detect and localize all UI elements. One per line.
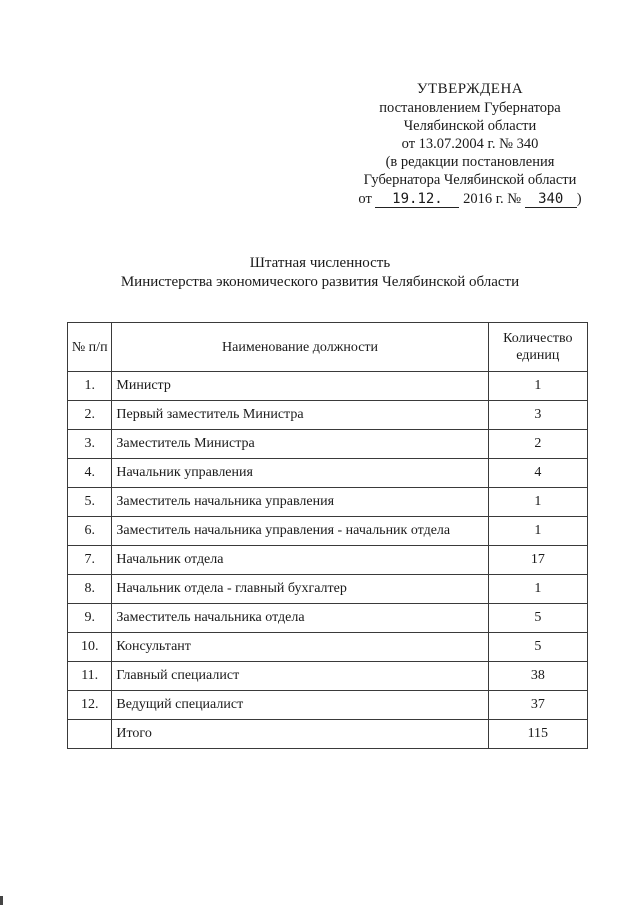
- row-quantity: 1: [488, 575, 587, 604]
- table-row: [68, 372, 588, 401]
- title-line-2: Министерства экономического развития Челябинской области: [120, 274, 520, 290]
- amendment-date-field: 19.12.: [375, 191, 459, 208]
- total-label: Итого: [112, 720, 488, 749]
- amendment-year-label: 2016 г. №: [463, 191, 522, 207]
- scan-edge-mark: [0, 896, 3, 905]
- approval-line-5: Губернатора Челябинской области: [363, 172, 577, 188]
- row-num: 6.: [68, 517, 112, 546]
- row-position-name: Ведущий специалист: [112, 691, 488, 720]
- row-position-name: Заместитель Министра: [112, 430, 488, 459]
- header-name: Наименование должности: [112, 323, 488, 372]
- row-position-name: Главный специалист: [112, 662, 488, 691]
- row-position-name: Министр: [112, 372, 488, 401]
- row-num: 1.: [68, 372, 112, 401]
- table-header-row: [68, 323, 588, 372]
- row-quantity: 1: [488, 488, 587, 517]
- row-position-name: Начальник управления: [112, 459, 488, 488]
- row-num: 5.: [68, 488, 112, 517]
- table-row: [68, 604, 588, 633]
- row-position-name: Первый заместитель Министра: [112, 401, 488, 430]
- row-quantity: 38: [488, 662, 587, 691]
- table-row: [68, 401, 588, 430]
- title-line-1: Штатная численность: [249, 255, 391, 271]
- row-position-name: Заместитель начальника управления: [112, 488, 488, 517]
- row-quantity: 5: [488, 633, 587, 662]
- total-num-empty: [68, 720, 112, 749]
- row-num: 3.: [68, 430, 112, 459]
- row-num: 4.: [68, 459, 112, 488]
- row-quantity: 2: [488, 430, 587, 459]
- row-num: 2.: [68, 401, 112, 430]
- total-row: [68, 720, 588, 749]
- approval-line-3: от 13.07.2004 г. № 340: [401, 136, 539, 152]
- staff-table: [67, 322, 588, 749]
- approval-stamp-block: [340, 80, 600, 208]
- table-row: [68, 459, 588, 488]
- table-body: [68, 372, 588, 749]
- row-position-name: Консультант: [112, 633, 488, 662]
- row-quantity: 5: [488, 604, 587, 633]
- amendment-closing-paren: ): [576, 191, 582, 207]
- row-num: 7.: [68, 546, 112, 575]
- table-row: [68, 691, 588, 720]
- row-position-name: Начальник отдела - главный бухгалтер: [112, 575, 488, 604]
- header-num: № п/п: [68, 323, 112, 372]
- row-position-name: Заместитель начальника управления - начальник отдела: [112, 517, 488, 546]
- header-qty: [488, 323, 587, 372]
- row-quantity: 4: [488, 459, 587, 488]
- table-row: [68, 546, 588, 575]
- row-position-name: Заместитель начальника отдела: [112, 604, 488, 633]
- row-num: 11.: [68, 662, 112, 691]
- amendment-from-label: от: [358, 191, 372, 207]
- row-position-name: Начальник отдела: [112, 546, 488, 575]
- approval-line-4: (в редакции постановления: [385, 154, 555, 170]
- approval-line-2: Челябинской области: [403, 118, 537, 134]
- row-quantity: 37: [488, 691, 587, 720]
- row-num: 9.: [68, 604, 112, 633]
- total-quantity: 115: [488, 720, 587, 749]
- amendment-date-row: [340, 190, 600, 208]
- header-qty-line-2: единиц: [516, 348, 560, 363]
- row-num: 12.: [68, 691, 112, 720]
- row-quantity: 1: [488, 372, 587, 401]
- document-title: [0, 254, 640, 292]
- row-quantity: 17: [488, 546, 587, 575]
- table-row: [68, 633, 588, 662]
- table-row: [68, 430, 588, 459]
- approval-heading: УТВЕРЖДЕНА: [416, 81, 524, 97]
- approval-line-1: постановлением Губернатора: [379, 100, 561, 116]
- table-row: [68, 575, 588, 604]
- header-qty-line-1: Количество: [503, 331, 573, 346]
- row-quantity: 3: [488, 401, 587, 430]
- row-num: 8.: [68, 575, 112, 604]
- row-quantity: 1: [488, 517, 587, 546]
- amendment-number-field: 340: [525, 191, 577, 208]
- table-row: [68, 488, 588, 517]
- row-num: 10.: [68, 633, 112, 662]
- table-row: [68, 517, 588, 546]
- table-row: [68, 662, 588, 691]
